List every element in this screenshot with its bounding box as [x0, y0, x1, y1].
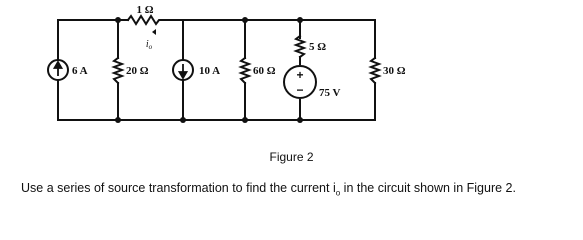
- label-io-sub: o: [148, 43, 153, 51]
- node-dot: [242, 117, 248, 123]
- label-60ohm: 60 Ω: [253, 65, 276, 77]
- node-dot: [242, 17, 248, 23]
- label-io: [146, 39, 153, 51]
- problem-statement: [21, 181, 516, 198]
- label-30ohm: 30 Ω: [383, 65, 406, 77]
- node-dot: [297, 117, 303, 123]
- node-dot: [115, 117, 121, 123]
- resistor-1ohm: [128, 16, 162, 24]
- resistor-30ohm: [371, 58, 379, 83]
- io-arrow-icon: [152, 29, 156, 35]
- node-dot: [297, 17, 303, 23]
- label-20ohm: 20 Ω: [126, 65, 149, 77]
- label-io-main: i: [145, 39, 149, 50]
- resistor-20ohm: [114, 58, 122, 83]
- label-6a: 6 A: [72, 65, 88, 77]
- node-dot: [180, 117, 186, 123]
- minus-sign: −: [296, 83, 304, 97]
- resistor-60ohm: [241, 58, 249, 83]
- problem-text-before: Use a series of source transformation to find the current i: [21, 181, 336, 195]
- figure-caption: Figure 2: [269, 150, 314, 164]
- node-dot: [115, 17, 121, 23]
- wire-30ohm: [355, 20, 375, 120]
- problem-subscript: o: [335, 188, 341, 198]
- label-75v: 75 V: [319, 87, 341, 99]
- problem-text-after: in the circuit shown in Figure 2.: [340, 181, 516, 195]
- label-10a: 10 A: [199, 65, 221, 77]
- label-5ohm: 5 Ω: [309, 41, 327, 53]
- resistor-5ohm: [296, 36, 304, 57]
- label-1ohm: 1 Ω: [136, 4, 154, 16]
- plus-sign: +: [296, 68, 304, 82]
